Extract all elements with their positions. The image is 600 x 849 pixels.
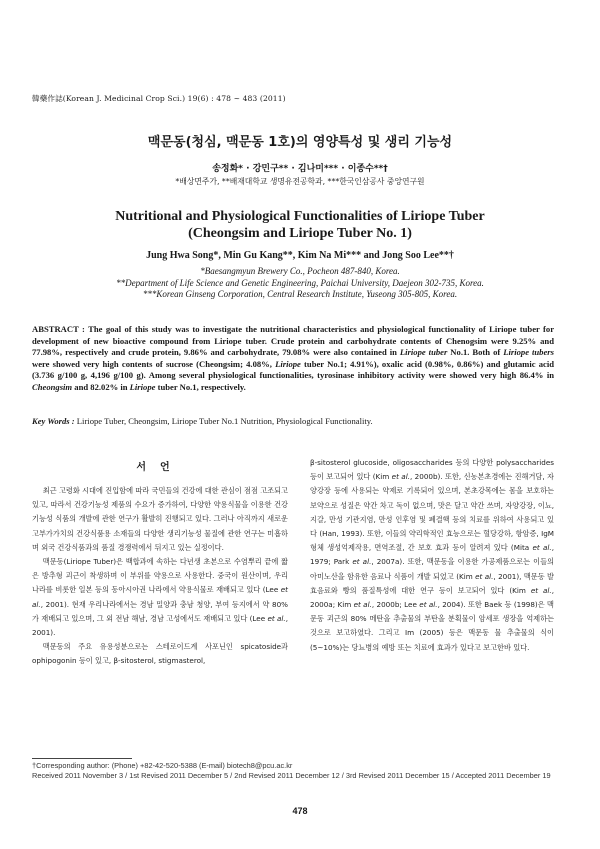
page-number: 478 <box>292 806 308 816</box>
english-title-line2: (Cheongsim and Liriope Tuber No. 1) <box>188 226 412 241</box>
english-title <box>0 208 600 242</box>
footnote-divider <box>32 758 132 759</box>
keywords-label: Key Words : <box>32 416 75 426</box>
affiliation-line: ***Korean Ginseng Corporation, Central Research Institute, Yuseong 305-805, Korea. <box>142 289 458 299</box>
english-authors: Jung Hwa Song*, Min Gu Kang**, Kim Na Mi*** and Jong Soo Lee**† <box>146 250 454 261</box>
journal-citation: 韓藥作誌(Korean J. Medicinal Crop Sci.) 19(6) : 478 ~ 483 (2011) <box>32 94 286 103</box>
english-affiliations <box>0 266 600 301</box>
received-dates: Received 2011 November 3 / 1st Revised 2011 December 5 / 2nd Revised 2011 December 12 / 3rd Revised 2011 December 15 / Accepted 2011 December 19 <box>32 771 551 780</box>
abstract: ABSTRACT : The goal of this study was to investigate the nutritional characteristics and physiological functionality of Liriope tuber for development of new bioactive compound from Liriope tuber. Crude protein and carbohydrate contents of Chenogsim were 9.25% and 77.98%, respectively and crude protein, 9.86% and carbohydrate, 79.08% were also contained in Liriope tuber No.1. Both of Liriope tubers were showed very high contents of sucrose (Cheongsim; 4.08%, Liriope tuber No.1; 4.91%), oxalic acid (0.98%, 0.86%) and glutamic acid (3.736 g/100 g, 4,196 g/100 g). Among several physiological functionalities, tyrosinase inhibitory activity were showed very high 86.4% in Cheongsim and 82.02% in Liriope tuber No.1, respectively. <box>32 324 555 392</box>
affiliation-line: **Department of Life Science and Genetic Engineering, Paichai University, Daejeon 302-735, Korea. <box>116 277 484 288</box>
paragraph: β-sitosterol glucoside, oligosaccharides 등의 다양한 polysaccharides등이 보고되어 있다 (Kim et al., 2000b). 또한, 신농본초경에는 진해거담, 자양강장 등에 사용되는 약제로 기록되어 있으며, 본초강목에는 몸을 보호하는 보약으로 성질은 약간 차고 독이 없으며, 맛은 달고 약간 쓰며, 자양강장, 이뇨, 지갈, 만성 기관지염, 만성 인후염 및 폐결핵 등의 치료를 위하여 사용되고 있다 (Han, 1993). 또한, 이들의 약리학적인 효능으로는 혈당강하, 항암증, IgM 형체 생성억제작용, 면역조절, 간 보호 효과 등이 알려져 있다 (Mita et al., 1979; Park et al., 2007a). 또한, 맥문동을 이용한 가공제품으로는 이들의 아미노산을 함유한 음료나 식품이 개발 되었고 (Kim et al., 2001), 맥문동 발효음료와 빵의 품질특성에 대한 연구 등이 보고되어 있다 (Kim et al., 2000a; Kim et al., 2000b; Lee et al., 2004). 또한 Baek 등 (1998)은 맥문동 괴근의 80% 메탄올 추출물의 부탄올 분획물이 암세포 생장을 억제하는 것으로 보고하였다. 그리고 Im (2005) 등은 맥문동 물 추출물의 식이(5~10%)는 당뇨병의 예방 또는 치료에 효과가 있다고 보고한바 있다. <box>310 458 555 652</box>
keywords <box>32 416 554 426</box>
abstract-label: ABSTRACT : <box>32 324 85 334</box>
korean-affiliations: *배상면주가, **배재대학교 생명유전공학과, ***한국인삼공사 중앙연구원 <box>175 177 425 186</box>
footnote <box>32 761 562 781</box>
paragraph: 맥문동의 주요 유용성분으로는 스테로이드계 사포닌인 spicatoside과 ophipogonin 등이 있고, β-sitosterol, stigmasterol, <box>32 642 288 666</box>
paragraph: 맥문동(Liriope Tuber)은 백합과에 속하는 다년생 초본으로 수염뿌리 끝에 짧은 방추형 괴근이 착생하며 이 부위를 약용으로 사용한다. 중국이 원산이며, 우리나라를 비롯한 일본 등의 동아시아권 나라에서 약용식물로 재배되고 있다 (Lee et al., 2001). 현재 우리나라에서는 경남 밀양과 충남 청양, 부여 등지에서 약 80%가 재배되고 있으며, 그 외 전남 해남, 경남 고성에서도 재배되고 있다 (Lee et al., 2001). <box>32 557 288 638</box>
korean-authors: 송정화* · 강민구** · 김나미*** · 이종수**† <box>212 164 388 174</box>
keywords-text: Liriope Tuber, Cheongsim, Liriope Tuber No.1 Nutrition, Physiological Functionality. <box>74 416 373 426</box>
body-column-left <box>32 484 288 669</box>
affiliation-line: *Baesangmyun Brewery Co., Pocheon 487-840, Korea. <box>200 266 400 276</box>
section-title-introduction: 서언 <box>136 462 184 473</box>
body-column-right <box>310 456 554 655</box>
english-title-line1: Nutritional and Physiological Functionalities of Liriope Tuber <box>115 209 485 224</box>
paragraph: 최근 고령화 시대에 진입함에 따라 국민들의 건강에 대한 관심이 점점 고조되고 있고, 따라서 건강기능성 제품의 수요가 증가하여, 다양한 약용식물을 이용한 건강기능성 식품의 개발에 관한 연구가 활발히 진행되고 있다. 그러나 아직까지 새로운 고부가가치의 건강식품용 소재들의 다양한 생리기능성 물질에 관한 연구는 미흡하며 외국 건강식품과의 품질 경쟁력에서 뒤지고 있는 실정이다. <box>32 486 288 552</box>
corresponding-author: †Corresponding author: (Phone) +82-42-520-5388 (E-mail) biotech8@pcu.ac.kr <box>32 761 293 770</box>
korean-title: 맥문동(청심, 맥문동 1호)의 영양특성 및 생리 기능성 <box>147 135 453 150</box>
